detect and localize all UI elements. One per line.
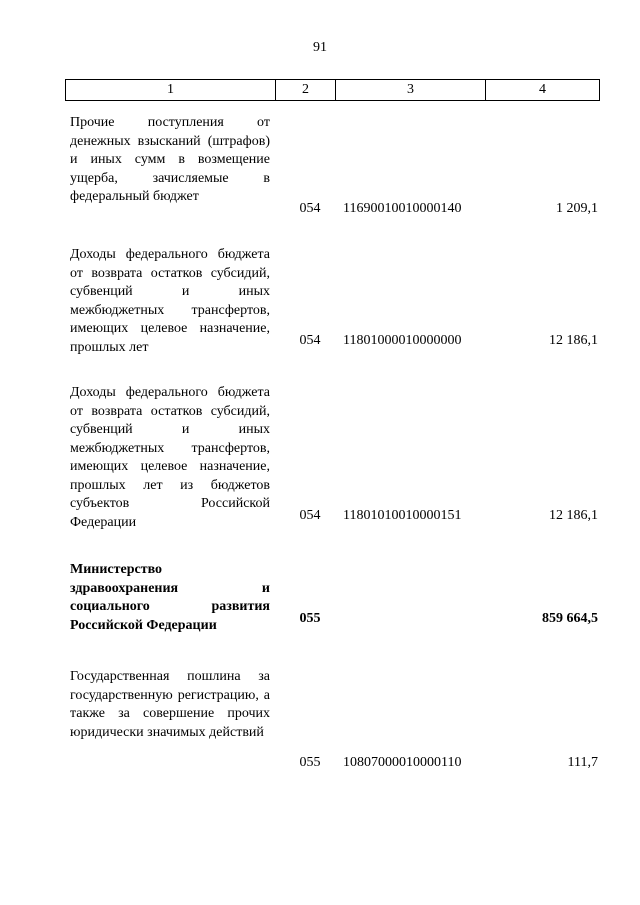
row-name: Государственная пошлина за государственную регистрацию, а также за совершение прочих юридически значимых действий xyxy=(70,669,270,740)
table-row xyxy=(0,114,640,218)
row-code: 055 xyxy=(299,610,321,626)
row-kbk: 11801000010000000 xyxy=(343,332,462,348)
table-row xyxy=(0,384,640,530)
page-number: 91 xyxy=(313,40,327,55)
row-name: Доходы федерального бюджета от возврата остатков субсидий, субвенций и иных межбюджетных трансфертов, имеющих целевое назначение, прошлых лет xyxy=(70,247,270,355)
column-header-2: 2 xyxy=(276,80,336,101)
row-amount: 859 664,5 xyxy=(542,610,598,626)
column-header-3: 3 xyxy=(336,80,486,101)
column-header-table xyxy=(65,79,600,101)
row-amount: 1 209,1 xyxy=(556,200,598,216)
row-kbk: 11801010010000151 xyxy=(343,507,462,523)
row-name: Доходы федерального бюджета от возврата остатков субсидий, субвенций и иных межбюджетных трансфертов, имеющих целевое назначение, прошлых лет из бюджетов субъектов Российской Федерации xyxy=(70,385,270,530)
row-code: 054 xyxy=(299,507,321,523)
row-kbk: 10807000010000110 xyxy=(343,754,462,770)
row-amount: 111,7 xyxy=(567,754,598,770)
column-header-1: 1 xyxy=(66,80,276,101)
row-code: 054 xyxy=(299,332,321,348)
row-code: 054 xyxy=(299,200,321,216)
row-name: Прочие поступления от денежных взысканий (штрафов) и иных сумм в возмещение ущерба, зачисляемые в федеральный бюджет xyxy=(70,115,270,204)
row-name: Министерство здравоохранения и социального развития Российской Федерации xyxy=(70,562,270,633)
table-row xyxy=(0,561,640,633)
row-amount: 12 186,1 xyxy=(549,332,598,348)
row-amount: 12 186,1 xyxy=(549,507,598,523)
table-row xyxy=(0,246,640,355)
table-row xyxy=(0,668,640,772)
column-header-4: 4 xyxy=(486,80,600,101)
row-code: 055 xyxy=(299,754,321,770)
column-header-row xyxy=(66,80,600,101)
row-kbk: 11690010010000140 xyxy=(343,200,462,216)
